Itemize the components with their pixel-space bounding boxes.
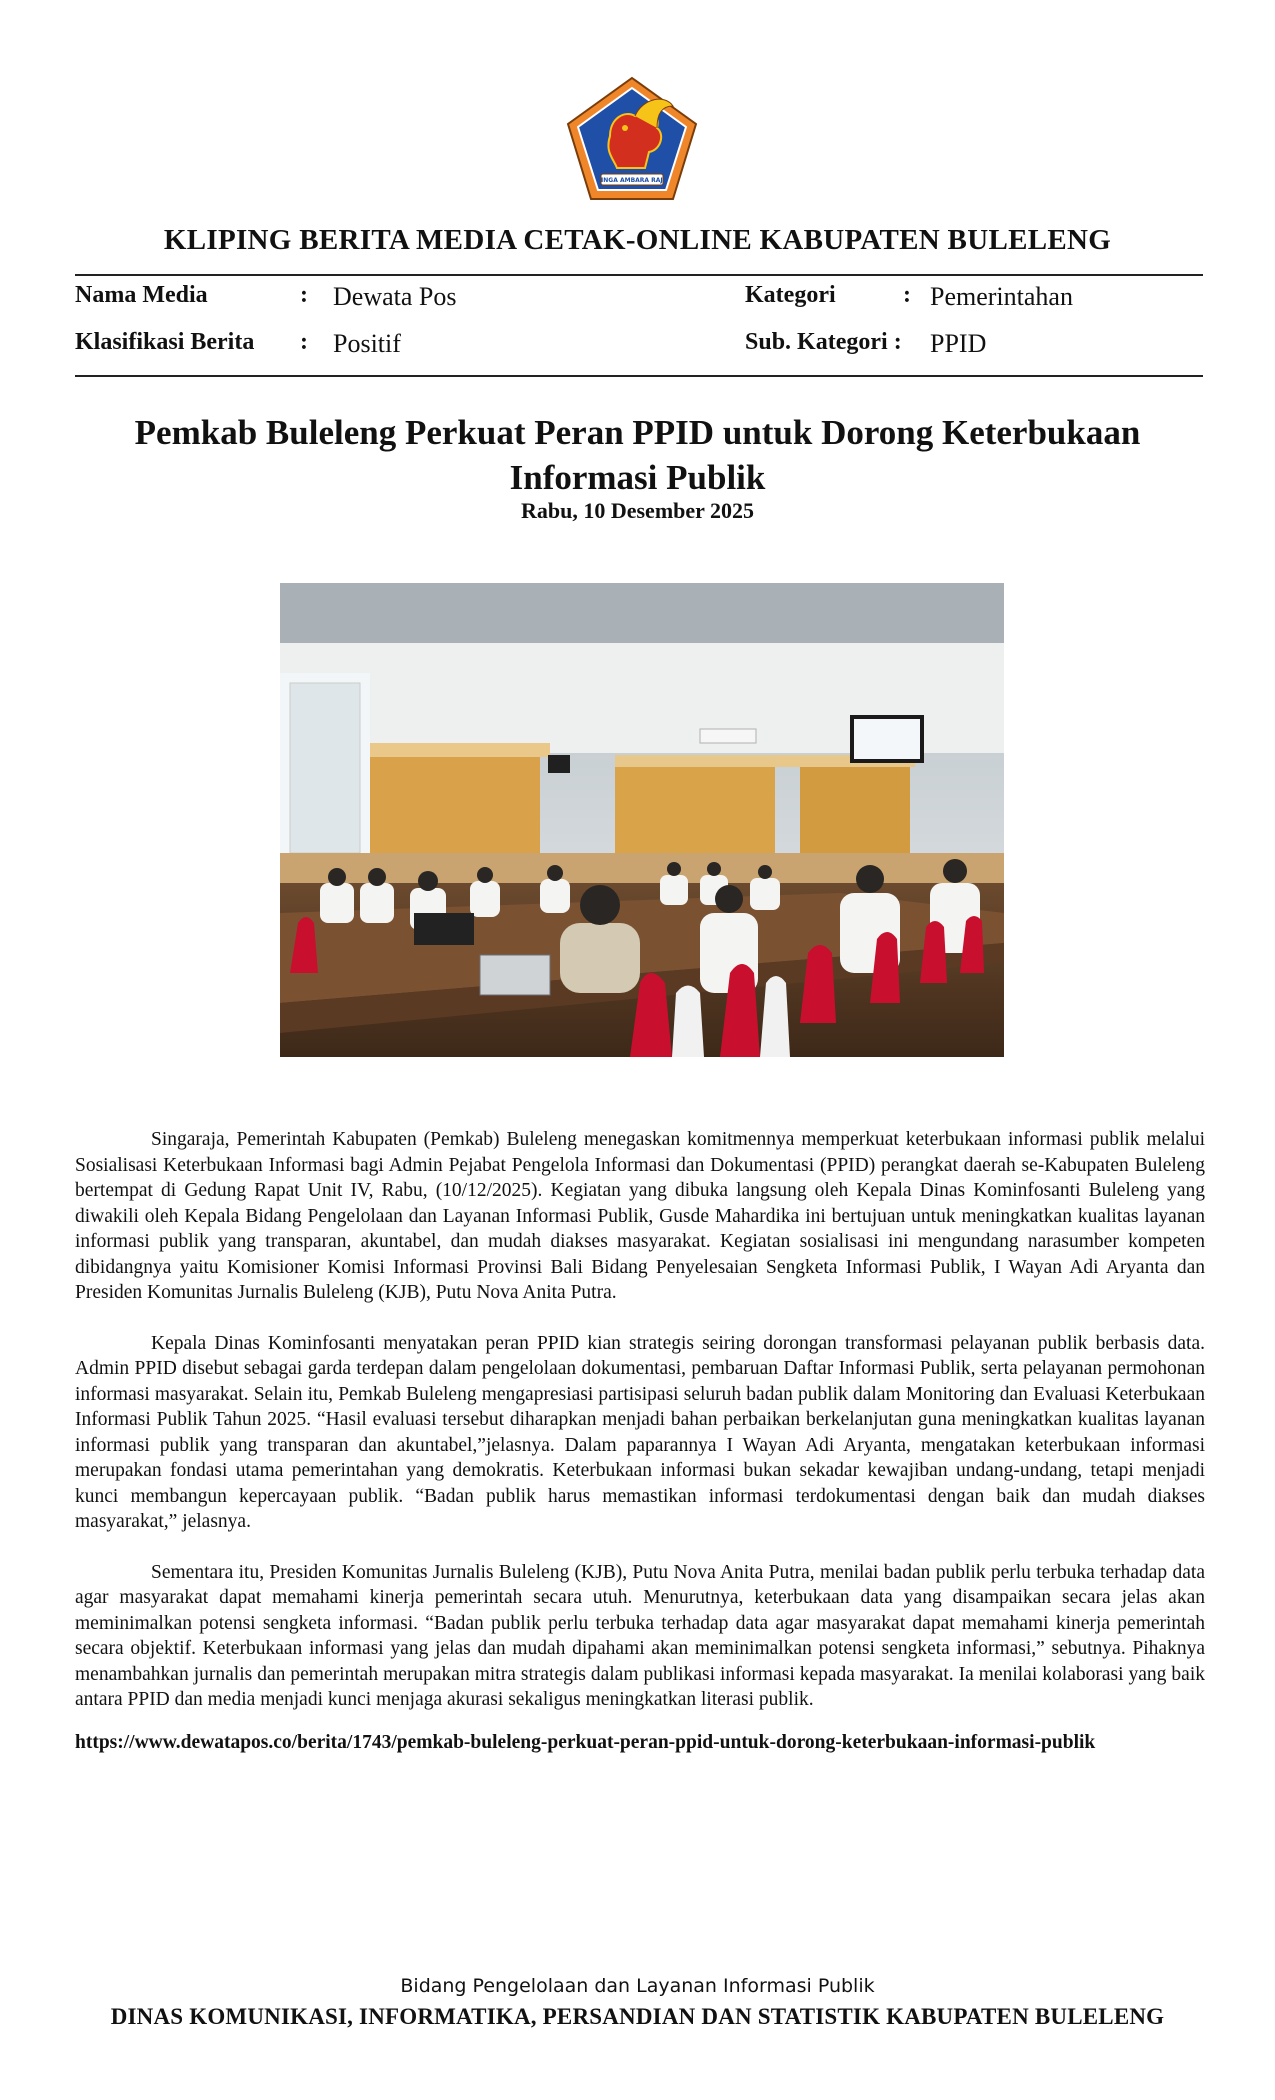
- klasifikasi-value: Positif: [333, 329, 401, 358]
- article-paragraph-3: Sementara itu, Presiden Komunitas Jurnalis Buleleng (KJB), Putu Nova Anita Putra, menilai badan publik perlu terbuka terhadap data agar masyarakat dapat memahami kinerja pemerintah secara utuh. Menurutnya, keterbukaan data yang disampaikan secara jelas akan meminimalkan potensi sengketa informasi. “Badan publik perlu terbuka terhadap data agar masyarakat dapat memahami kinerja pemerintah secara objektif. Keterbukaan informasi yang jelas dan mudah dipahami akan meminimalkan potensi sengketa informasi,” sebutnya. Pihaknya menambahkan jurnalis dan pemerintah merupakan mitra strategis dalam publikasi informasi kepada masyarakat. Ia menilai kolaborasi yang baik antara PPID dan media menjadi kunci menjaga akurasi sekaligus meningkatkan literasi publik.: [75, 1561, 1205, 1710]
- klasifikasi-label: Klasifikasi Berita: [75, 329, 255, 355]
- article-paragraph-1: Singaraja, Pemerintah Kabupaten (Pemkab) Buleleng menegaskan komitmennya memperkuat keterbukaan informasi publik melalui Sosialisasi Keterbukaan Informasi bagi Admin Pejabat Pengelola Informasi dan Dokumentasi (PPID) perangkat daerah se-Kabupaten Buleleng bertempat di Gedung Rapat Unit IV, Rabu, (10/12/2025). Kegiatan yang dibuka langsung oleh Kepala Dinas Kominfosanti Buleleng yang diwakili oleh Kepala Bidang Pengelolaan dan Layanan Informasi Publik, Gusde Mahardika ini bertujuan untuk meningkatkan kualitas layanan informasi publik yang transparan, akuntabel, dan mudah diakses masyarakat. Kegiatan sosialisasi ini mengundang narasumber kompeten dibidangnya yaitu Komisioner Komisi Informasi Provinsi Bali Bidang Penyelesaian Sengketa Informasi Publik, I Wayan Adi Aryanta dan Presiden Komunitas Jurnalis Buleleng (KJB), Putu Nova Anita Putra.: [75, 1129, 1205, 1303]
- buleleng-regency-logo: [565, 76, 699, 201]
- footer-division: Bidang Pengelolaan dan Layanan Informasi Publik: [400, 1975, 875, 1997]
- article-photo: [280, 583, 1004, 1057]
- kategori-label: Kategori: [745, 282, 836, 308]
- article-paragraph-2: Kepala Dinas Kominfosanti menyatakan peran PPID kian strategis seiring dorongan transformasi pelayanan publik berbasis data. Admin PPID disebut sebagai garda terdepan dalam pengelolaan dokumentasi, pembaruan Daftar Informasi Publik, serta pelayanan permohonan informasi masyarakat. Selain itu, Pemkab Buleleng mengapresiasi partisipasi seluruh badan publik dalam Monitoring dan Evaluasi Keterbukaan Informasi Publik Tahun 2025. “Hasil evaluasi tersebut diharapkan menjadi bahan perbaikan berkelanjutan guna meningkatkan kualitas layanan informasi publik yang transparan dan akuntabel,”jelasnya. Dalam paparannya I Wayan Adi Aryanta, mengatakan keterbukaan informasi merupakan fondasi utama pemerintahan yang demokratis. Keterbukaan informasi bukan sekadar kewajiban undang-undang, tetapi menjadi kunci membangun kepercayaan publik. “Badan publik harus memastikan informasi terdokumentasi dengan baik dan mudah diakses masyarakat,” jelasnya.: [75, 1332, 1205, 1532]
- footer-agency: DINAS KOMUNIKASI, INFORMATIKA, PERSANDIAN DAN STATISTIK KABUPATEN BULELENG: [110, 2004, 1165, 2029]
- klasifikasi-colon: :: [300, 329, 308, 355]
- logo-banner-text: SINGA AMBARA RAJA: [596, 177, 668, 184]
- page-heading: KLIPING BERITA MEDIA CETAK-ONLINE KABUPATEN BULELENG: [163, 224, 1112, 256]
- article-body: [75, 1127, 1205, 1738]
- subkategori-label-text: Sub. Kategori: [745, 329, 888, 355]
- kategori-colon: :: [903, 282, 911, 308]
- top-divider: [75, 274, 1203, 276]
- subkategori-label: [745, 329, 902, 356]
- media-value: Dewata Pos: [333, 282, 457, 311]
- subkategori-value: PPID: [930, 329, 987, 358]
- media-label: Nama Media: [75, 282, 208, 308]
- article-title: [100, 410, 1175, 500]
- article-title-line-1: Pemkab Buleleng Perkuat Peran PPID untuk Dorong Keterbukaan: [134, 413, 1141, 452]
- source-url[interactable]: https://www.dewatapos.co/berita/1743/pemkab-buleleng-perkuat-peran-ppid-untuk-dorong-keterbukaan-informasi-publik: [75, 1732, 1096, 1753]
- article-date: Rabu, 10 Desember 2025: [520, 498, 755, 523]
- bottom-divider: [75, 375, 1203, 377]
- media-colon: :: [300, 282, 308, 308]
- article-title-line-2: Informasi Publik: [509, 458, 766, 497]
- subkategori-colon: :: [893, 329, 902, 355]
- kategori-value: Pemerintahan: [930, 282, 1073, 311]
